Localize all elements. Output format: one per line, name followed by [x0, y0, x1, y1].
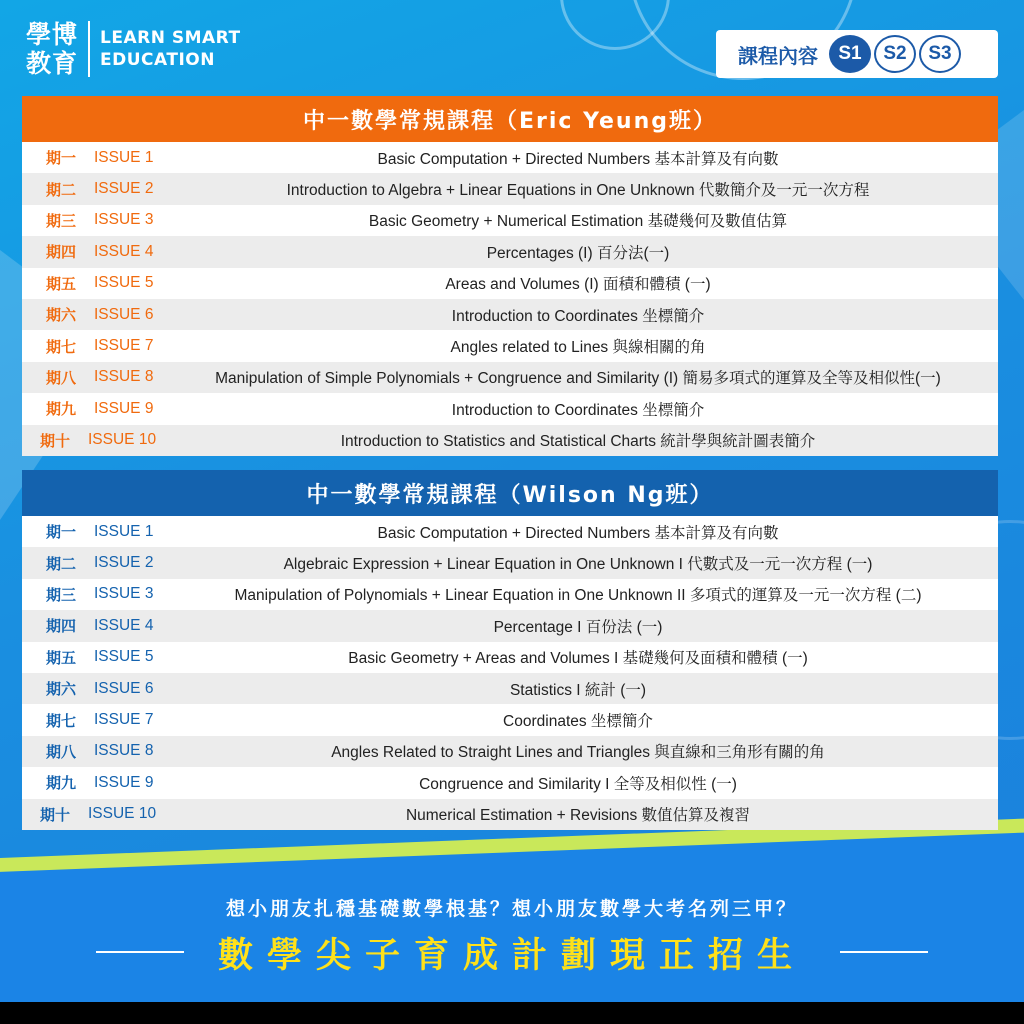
issue-label: ISSUE 9 [94, 399, 154, 417]
issue-label: ISSUE 3 [94, 211, 154, 229]
schedule-table [22, 142, 998, 456]
topic-text: Basic Geometry + Areas and Volumes I 基礎幾何及面積和體積 (一) [348, 650, 808, 668]
issue-label: ISSUE 8 [94, 742, 154, 760]
period-label: 期二 [46, 554, 77, 573]
period-label: 期九 [46, 400, 77, 419]
period-label: 期七 [46, 337, 77, 356]
period-label: 期一 [46, 149, 77, 168]
topic-text: Angles related to Lines 與線相關的角 [450, 339, 706, 357]
period-label: 期五 [46, 274, 77, 293]
table-row [22, 205, 998, 236]
period-label: 期六 [46, 306, 77, 325]
period-label: 期八 [46, 742, 77, 761]
schedule-table [22, 516, 998, 830]
course-level-selector [716, 30, 998, 78]
topic-text: Introduction to Coordinates 坐標簡介 [451, 307, 705, 325]
issue-label: ISSUE 10 [88, 805, 157, 823]
issue-label: ISSUE 7 [94, 711, 154, 729]
period-label: 期七 [46, 711, 77, 730]
footer-headline: 數學尖子育成計劃現正招生 [217, 936, 806, 976]
brand-logo-chinese [26, 20, 78, 78]
topic-text: Algebraic Expression + Linear Equation in One Unknown I 代數式及一元一次方程 (一) [283, 556, 873, 574]
topic-text: Percentages (I) 百分法(一) [486, 244, 670, 262]
table-row [22, 767, 998, 798]
issue-label: ISSUE 8 [94, 368, 154, 386]
bottom-bar [0, 1002, 1024, 1024]
issue-label: ISSUE 3 [94, 585, 154, 603]
brand-logo-english [100, 27, 241, 71]
table-row [22, 393, 998, 424]
panel-title: 中一數學常規課程（Eric Yeung班） [22, 96, 998, 142]
issue-label: ISSUE 10 [88, 431, 157, 449]
period-label: 期二 [46, 180, 77, 199]
decorative-circle [560, 0, 670, 50]
period-label: 期三 [46, 585, 77, 604]
panel-title: 中一數學常規課程（Wilson Ng班） [22, 470, 998, 516]
issue-label: ISSUE 4 [94, 242, 154, 260]
topic-text: Basic Computation + Directed Numbers 基本計算及有向數 [377, 524, 779, 542]
topic-text: Numerical Estimation + Revisions 數值估算及複習 [405, 807, 751, 825]
issue-label: ISSUE 1 [94, 522, 154, 540]
brand-cn-line1: 學博 [26, 20, 79, 49]
topic-text: Angles Related to Straight Lines and Triangles 與直線和三角形有關的角 [331, 744, 825, 762]
table-row [22, 610, 998, 641]
issue-label: ISSUE 2 [94, 180, 154, 198]
course-panel-wilson-ng [22, 470, 998, 830]
table-row [22, 579, 998, 610]
table-row [22, 704, 998, 735]
period-label: 期八 [46, 368, 77, 387]
topic-text: Areas and Volumes (I) 面積和體積 (一) [445, 276, 711, 294]
issue-label: ISSUE 6 [94, 679, 154, 697]
period-label: 期九 [46, 774, 77, 793]
topic-text: Manipulation of Polynomials + Linear Equation in One Unknown II 多項式的運算及一元一次方程 (二) [234, 587, 922, 605]
issue-label: ISSUE 5 [94, 648, 154, 666]
table-row [22, 173, 998, 204]
period-label: 期三 [46, 211, 77, 230]
table-row [22, 799, 998, 830]
topic-text: Percentage I 百份法 (一) [493, 618, 663, 636]
table-row [22, 736, 998, 767]
topic-text: Introduction to Statistics and Statistical Charts 統計學與統計圖表簡介 [340, 433, 816, 451]
topic-text: Introduction to Algebra + Linear Equations in One Unknown 代數簡介及一元一次方程 [286, 182, 870, 200]
issue-label: ISSUE 7 [94, 337, 154, 355]
table-row [22, 425, 998, 456]
table-row [22, 142, 998, 173]
period-label: 期六 [46, 680, 77, 699]
course-panel-eric-yeung [22, 96, 998, 456]
course-content-label: 課程內容 [738, 43, 818, 68]
brand-logo[interactable] [26, 20, 241, 78]
topic-text: Congruence and Similarity I 全等及相似性 (一) [419, 775, 737, 793]
issue-label: ISSUE 9 [94, 773, 154, 791]
period-label: 期五 [46, 648, 77, 667]
footer-question: 想小朋友扎穩基礎數學根基？想小朋友數學大考名列三甲？ [225, 898, 798, 920]
table-row [22, 268, 998, 299]
brand-divider [88, 21, 90, 77]
issue-label: ISSUE 4 [94, 616, 154, 634]
issue-label: ISSUE 6 [94, 305, 154, 323]
level-tab-s1[interactable]: S1 [829, 35, 871, 73]
brand-cn-line2: 教育 [26, 49, 79, 78]
table-row [22, 362, 998, 393]
issue-label: ISSUE 5 [94, 274, 154, 292]
period-label: 期四 [46, 617, 77, 636]
period-label: 期一 [46, 523, 77, 542]
topic-text: Coordinates 坐標簡介 [503, 713, 653, 731]
table-row [22, 516, 998, 547]
issue-label: ISSUE 1 [94, 148, 154, 166]
topic-text: Basic Geometry + Numerical Estimation 基礎幾何及數值估算 [368, 213, 788, 231]
issue-label: ISSUE 2 [94, 554, 154, 572]
period-label: 期四 [46, 243, 77, 262]
topic-text: Statistics I 統計 (一) [509, 681, 647, 699]
level-tab-s2[interactable]: S2 [874, 35, 916, 73]
table-row [22, 299, 998, 330]
table-row [22, 330, 998, 361]
level-tab-s3[interactable]: S3 [919, 35, 961, 73]
topic-text: Introduction to Coordinates 坐標簡介 [451, 401, 705, 419]
period-label: 期十 [40, 805, 71, 824]
period-label: 期十 [40, 431, 71, 450]
brand-en-line2: EDUCATION [100, 50, 215, 70]
brand-en-line1: LEARN SMART [100, 28, 241, 48]
table-row [22, 673, 998, 704]
table-row [22, 236, 998, 267]
table-row [22, 547, 998, 578]
topic-text: Manipulation of Simple Polynomials + Congruence and Similarity (I) 簡易多項式的運算及全等及相似性(一) [215, 370, 941, 388]
table-row [22, 642, 998, 673]
topic-text: Basic Computation + Directed Numbers 基本計算及有向數 [377, 150, 779, 168]
